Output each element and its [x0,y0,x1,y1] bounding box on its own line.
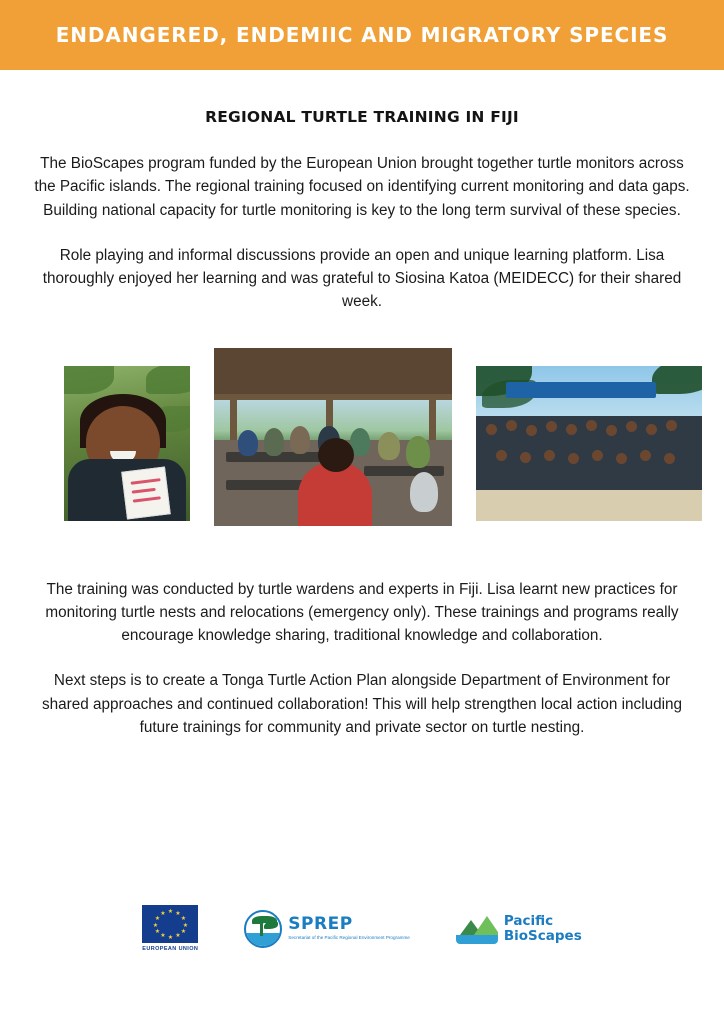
header-banner [0,0,724,70]
participant [264,428,284,456]
pacific-bioscapes-mark-icon [456,914,498,944]
person-head [592,450,603,461]
article-content [0,108,724,739]
sprep-mark-icon [244,910,282,948]
person-head [616,453,627,464]
banner-text [506,382,656,398]
palm-frond-shape [264,922,278,929]
person-head [520,452,531,463]
palm-frond [652,366,702,394]
foreground-participant-head [318,438,354,472]
hall-roof [214,348,452,396]
roof-beam [214,394,452,400]
participant [410,472,438,512]
pacific-bioscapes-line1: Pacific [503,913,554,930]
photo-training-hall [214,348,452,526]
person-head [646,424,657,435]
hill-shape [474,916,498,935]
paragraph-roleplay: Role playing and informal discussions provide an open and unique learning platform. Lisa thoroughly enjoyed her learning and was grateful to Siosina Katoa (MEIDECC) for their shared week. [42,246,682,311]
participant [378,432,400,460]
person-head [544,450,555,461]
event-banner [506,382,656,398]
logo-row [0,905,724,952]
photo-group-beach [476,366,702,521]
person-head [526,425,537,436]
roof-post [230,394,237,446]
person-head [586,420,597,431]
person-head [546,421,557,432]
paragraph-intro: The BioScapes program funded by the European Union brought together turtle monitors across the Pacific islands. The regional training focused on identifying current monitoring and data gaps. Building national capacity for turtle monitoring is key to the long term survival of these species. [34,155,690,219]
sprep-text-block [288,913,410,941]
person-head [486,424,497,435]
banner-title: ENDANGERED, ENDEMIIC AND MIGRATORY SPECIES [55,23,669,47]
paragraph-training: The training was conducted by turtle wardens and experts in Fiji. Lisa learnt new practices for monitoring turtle nests and relocations (emergency only). These trainings and programs really encourage knowledge sharing, traditional knowledge and collaboration. [45,580,679,644]
participant [406,436,430,468]
eu-logo [142,905,198,952]
pacific-bioscapes-text-block [504,914,582,942]
sea-shape [456,935,498,944]
person-head [664,453,675,464]
sprep-subtitle: Secretariat of the Pacific Regional Environment Programme [288,934,410,940]
beach-sand [476,490,702,521]
card-writing [133,496,161,502]
bottom-paragraphs [14,578,710,740]
participant [290,426,310,454]
person-head [496,450,507,461]
eu-flag-icon: ★ ★ ★ ★ ★ ★ ★ ★ ★ ★ ★ ★ [142,905,198,943]
leaf-shape [146,366,190,394]
person-head [626,421,637,432]
eu-logo-caption: EUROPEAN UNION [142,946,199,952]
person-head [666,420,677,431]
person-head [568,453,579,464]
participant [238,430,258,456]
water-shape [246,933,280,946]
photo-row [14,348,710,538]
roof-post [429,394,436,446]
card-writing [132,487,156,493]
paragraph-next-steps: Next steps is to create a Tonga Turtle Action Plan alongside Department of Environment for shared approaches and continued collaboration! This will help strengthen local action including future trainings for community and private sector on turtle nesting. [41,672,683,736]
group-of-people [476,416,702,490]
person-head [566,424,577,435]
sprep-logo [244,910,410,948]
person-head [506,420,517,431]
person-head [606,425,617,436]
card-writing [131,478,161,485]
held-card [121,466,171,519]
person-head [640,450,651,461]
photo-woman-portrait [64,366,190,521]
sprep-name: SPREP [288,913,353,934]
table [364,466,444,476]
article-subtitle: REGIONAL TURTLE TRAINING IN FIJI [205,108,519,126]
pacific-bioscapes-logo [456,914,582,944]
pacific-bioscapes-line2: BioScapes [503,927,582,944]
